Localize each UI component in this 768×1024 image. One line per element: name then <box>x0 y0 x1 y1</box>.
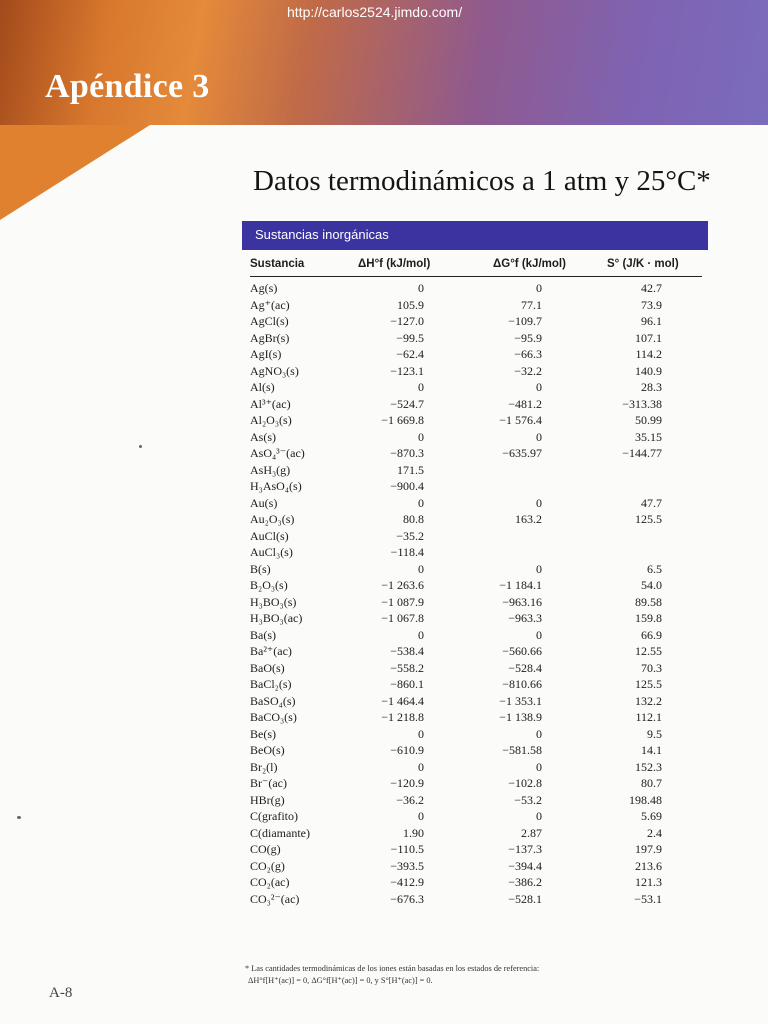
cell-substance: H₃BO₃(s) <box>250 594 297 609</box>
cell-enthalpy: −1 669.8 <box>381 413 424 427</box>
cell-gibbs: −1 138.9 <box>499 710 542 724</box>
cell-entropy: 125.5 <box>635 512 662 526</box>
cell-gibbs: 0 <box>536 759 542 774</box>
cell-enthalpy: −120.9 <box>390 776 424 790</box>
cell-enthalpy: −1 218.8 <box>381 710 424 724</box>
cell-enthalpy: 0 <box>418 809 424 823</box>
cell-enthalpy: −524.7 <box>390 396 424 411</box>
cell-gibbs: −963.3 <box>508 611 542 625</box>
scan-speck <box>17 816 21 819</box>
cell-enthalpy: 1.90 <box>403 825 424 840</box>
cell-enthalpy: −412.9 <box>390 875 424 889</box>
footnote-line-2: ΔH°f[H⁺(ac)] = 0, ΔG°f[H⁺(ac)] = 0, y S°[H⁺(ac)] = 0. <box>248 976 433 985</box>
cell-substance: B₂O₃(s) <box>250 578 288 592</box>
table-row <box>250 281 702 298</box>
table-row <box>250 479 702 496</box>
table-row <box>250 364 702 381</box>
cell-enthalpy: 0 <box>418 627 424 642</box>
cell-gibbs: −109.7 <box>508 314 542 328</box>
cell-enthalpy: −1 464.4 <box>381 693 424 708</box>
cell-entropy: −53.1 <box>634 891 662 906</box>
column-header-substance: Sustancia <box>250 258 305 270</box>
table-header <box>250 258 702 278</box>
cell-substance: C(grafito) <box>250 809 298 823</box>
table-row <box>250 875 702 892</box>
cell-gibbs: −137.3 <box>508 842 542 856</box>
cell-gibbs: 0 <box>536 809 542 823</box>
cell-entropy: 140.9 <box>635 363 662 378</box>
table-row <box>250 760 702 777</box>
cell-substance: AgI(s) <box>250 347 282 361</box>
cell-entropy: 54.0 <box>641 578 662 592</box>
table-row <box>250 578 702 595</box>
cell-entropy: 80.7 <box>641 776 662 790</box>
cell-enthalpy: −110.5 <box>390 842 424 856</box>
footnote <box>245 963 605 987</box>
cell-substance: CO₂(ac) <box>250 875 290 889</box>
column-header-enthalpy: ΔH°f (kJ/mol) <box>358 258 431 270</box>
cell-gibbs: −528.1 <box>508 891 542 906</box>
cell-gibbs: −102.8 <box>508 776 542 790</box>
scan-speck <box>139 445 142 448</box>
cell-entropy: 107.1 <box>635 330 662 345</box>
cell-entropy: 198.48 <box>629 792 662 807</box>
cell-gibbs: −53.2 <box>514 792 542 807</box>
cell-substance: AuCl₃(s) <box>250 545 293 559</box>
table-row <box>250 496 702 513</box>
cell-entropy: 12.55 <box>635 644 662 658</box>
cell-entropy: 9.5 <box>647 726 662 741</box>
cell-entropy: 50.99 <box>635 413 662 427</box>
cell-entropy: 42.7 <box>641 281 662 295</box>
cell-enthalpy: −860.1 <box>390 677 424 691</box>
table-row <box>250 463 702 480</box>
cell-gibbs: −1 184.1 <box>499 578 542 592</box>
cell-gibbs: −528.4 <box>508 660 542 675</box>
table-row <box>250 644 702 661</box>
cell-substance: As(s) <box>250 429 276 444</box>
cell-enthalpy: 0 <box>418 429 424 444</box>
cell-entropy: 35.15 <box>635 429 662 444</box>
cell-gibbs: −1 576.4 <box>499 413 542 427</box>
table-row <box>250 611 702 628</box>
cell-gibbs: −560.66 <box>502 644 542 658</box>
table-row <box>250 529 702 546</box>
cell-substance: Ag(s) <box>250 281 278 295</box>
source-url: http://carlos2524.jimdo.com/ <box>287 4 463 20</box>
table-row <box>250 430 702 447</box>
cell-enthalpy: 0 <box>418 726 424 741</box>
cell-enthalpy: −118.4 <box>390 545 424 559</box>
cell-enthalpy: −1 067.8 <box>381 611 424 625</box>
cell-gibbs: 2.87 <box>521 825 542 840</box>
table-row <box>250 446 702 463</box>
cell-substance: AgCl(s) <box>250 314 289 328</box>
table-row <box>250 298 702 315</box>
cell-gibbs: −95.9 <box>514 330 542 345</box>
cell-enthalpy: −127.0 <box>390 314 424 328</box>
cell-gibbs: 0 <box>536 726 542 741</box>
cell-entropy: 152.3 <box>635 759 662 774</box>
cell-gibbs: 0 <box>536 627 542 642</box>
cell-enthalpy: 105.9 <box>397 297 424 312</box>
cell-substance: Br⁻(ac) <box>250 776 287 790</box>
cell-entropy: −144.77 <box>622 446 662 460</box>
table-row <box>250 413 702 430</box>
section-label: Sustancias inorgánicas <box>255 227 389 242</box>
cell-enthalpy: −1 263.6 <box>381 578 424 592</box>
column-header-gibbs: ΔG°f (kJ/mol) <box>493 258 566 270</box>
cell-entropy: 28.3 <box>641 380 662 394</box>
cell-entropy: 114.2 <box>635 347 662 361</box>
cell-gibbs: −481.2 <box>508 396 542 411</box>
cell-entropy: 2.4 <box>647 825 662 840</box>
header-wedge <box>0 125 150 220</box>
cell-entropy: 73.9 <box>641 297 662 312</box>
table-row <box>250 776 702 793</box>
cell-entropy: 96.1 <box>641 314 662 328</box>
cell-gibbs: 0 <box>536 561 542 576</box>
cell-gibbs: 77.1 <box>521 297 542 312</box>
cell-enthalpy: 0 <box>418 561 424 576</box>
cell-enthalpy: −393.5 <box>390 858 424 873</box>
cell-enthalpy: −62.4 <box>396 347 424 361</box>
cell-enthalpy: −610.9 <box>390 743 424 757</box>
cell-substance: Al³⁺(ac) <box>250 396 291 411</box>
cell-gibbs: 0 <box>536 281 542 295</box>
cell-substance: Au₂O₃(s) <box>250 512 295 526</box>
cell-substance: Al₂O₃(s) <box>250 413 292 427</box>
table-row <box>250 331 702 348</box>
table-row <box>250 397 702 414</box>
cell-entropy: 66.9 <box>641 627 662 642</box>
cell-substance: BeO(s) <box>250 743 285 757</box>
table-row <box>250 562 702 579</box>
cell-substance: H₃AsO₄(s) <box>250 479 302 493</box>
cell-gibbs: −386.2 <box>508 875 542 889</box>
table-row <box>250 512 702 529</box>
cell-entropy: 197.9 <box>635 842 662 856</box>
cell-gibbs: 163.2 <box>515 512 542 526</box>
cell-substance: Br₂(l) <box>250 759 278 774</box>
cell-enthalpy: 80.8 <box>403 512 424 526</box>
cell-substance: BaCO₃(s) <box>250 710 297 724</box>
page-title: Datos termodinámicos a 1 atm y 25°C* <box>253 165 711 197</box>
cell-substance: Ba(s) <box>250 627 276 642</box>
cell-substance: C(diamante) <box>250 825 310 840</box>
cell-gibbs: −1 353.1 <box>499 693 542 708</box>
cell-gibbs: 0 <box>536 429 542 444</box>
page-number: A-8 <box>49 985 73 1001</box>
table-row <box>250 347 702 364</box>
table-row <box>250 677 702 694</box>
table-row <box>250 661 702 678</box>
header-rule <box>250 276 702 277</box>
table-row <box>250 314 702 331</box>
cell-substance: Be(s) <box>250 726 276 741</box>
cell-enthalpy: −1 087.9 <box>381 594 424 609</box>
cell-substance: Ba²⁺(ac) <box>250 644 292 658</box>
cell-gibbs: −810.66 <box>502 677 542 691</box>
cell-entropy: 213.6 <box>635 858 662 873</box>
cell-entropy: 125.5 <box>635 677 662 691</box>
cell-enthalpy: 171.5 <box>397 462 424 477</box>
cell-substance: BaSO₄(s) <box>250 693 296 708</box>
cell-entropy: 89.58 <box>635 594 662 609</box>
cell-substance: BaO(s) <box>250 660 285 675</box>
cell-gibbs: −963.16 <box>502 594 542 609</box>
cell-enthalpy: 0 <box>418 380 424 394</box>
cell-gibbs: −32.2 <box>514 363 542 378</box>
table-row <box>250 710 702 727</box>
cell-substance: CO₂(g) <box>250 858 285 873</box>
cell-enthalpy: −870.3 <box>390 446 424 460</box>
cell-entropy: 112.1 <box>635 710 662 724</box>
cell-enthalpy: 0 <box>418 759 424 774</box>
cell-substance: CO₃²⁻(ac) <box>250 891 300 906</box>
cell-substance: CO(g) <box>250 842 281 856</box>
cell-substance: HBr(g) <box>250 792 285 807</box>
column-header-entropy: S° (J/K · mol) <box>607 258 679 270</box>
cell-gibbs: −635.97 <box>502 446 542 460</box>
cell-substance: Al(s) <box>250 380 275 394</box>
table-row <box>250 595 702 612</box>
cell-substance: BaCl₂(s) <box>250 677 292 691</box>
cell-enthalpy: −538.4 <box>390 644 424 658</box>
table-row <box>250 892 702 909</box>
cell-entropy: 70.3 <box>641 660 662 675</box>
data-table <box>250 281 702 908</box>
cell-gibbs: 0 <box>536 380 542 394</box>
cell-enthalpy: −123.1 <box>390 363 424 378</box>
cell-enthalpy: −676.3 <box>390 891 424 906</box>
table-row <box>250 809 702 826</box>
cell-substance: AsO₄³⁻(ac) <box>250 446 305 460</box>
cell-entropy: 47.7 <box>641 495 662 510</box>
cell-substance: Ag⁺(ac) <box>250 297 290 312</box>
table-row <box>250 743 702 760</box>
table-row <box>250 628 702 645</box>
cell-enthalpy: −36.2 <box>396 792 424 807</box>
section-bar <box>242 221 708 250</box>
cell-substance: AuCl(s) <box>250 528 289 543</box>
table-row <box>250 842 702 859</box>
cell-entropy: 159.8 <box>635 611 662 625</box>
cell-gibbs: 0 <box>536 495 542 510</box>
cell-entropy: 5.69 <box>641 809 662 823</box>
table-row <box>250 380 702 397</box>
cell-substance: AgNO₃(s) <box>250 363 299 378</box>
cell-enthalpy: −99.5 <box>396 330 424 345</box>
cell-gibbs: −394.4 <box>508 858 542 873</box>
cell-entropy: 132.2 <box>635 693 662 708</box>
cell-entropy: 121.3 <box>635 875 662 889</box>
footnote-line-1: * Las cantidades termodinámicas de los iones están basadas en los estados de referencia: <box>245 964 540 973</box>
cell-substance: H₃BO₃(ac) <box>250 611 303 625</box>
cell-enthalpy: −900.4 <box>390 479 424 493</box>
cell-enthalpy: −35.2 <box>396 528 424 543</box>
cell-enthalpy: −558.2 <box>390 660 424 675</box>
table-row <box>250 793 702 810</box>
table-row <box>250 859 702 876</box>
table-row <box>250 545 702 562</box>
table-row <box>250 694 702 711</box>
cell-substance: AgBr(s) <box>250 330 290 345</box>
cell-enthalpy: 0 <box>418 281 424 295</box>
cell-gibbs: −66.3 <box>514 347 542 361</box>
cell-substance: Au(s) <box>250 495 278 510</box>
cell-substance: AsH₃(g) <box>250 462 291 477</box>
cell-enthalpy: 0 <box>418 495 424 510</box>
table-row <box>250 826 702 843</box>
cell-entropy: −313.38 <box>622 396 662 411</box>
table-row <box>250 727 702 744</box>
cell-entropy: 14.1 <box>641 743 662 757</box>
cell-substance: B(s) <box>250 561 271 576</box>
cell-gibbs: −581.58 <box>502 743 542 757</box>
appendix-title: Apéndice 3 <box>45 68 210 105</box>
cell-entropy: 6.5 <box>647 561 662 576</box>
